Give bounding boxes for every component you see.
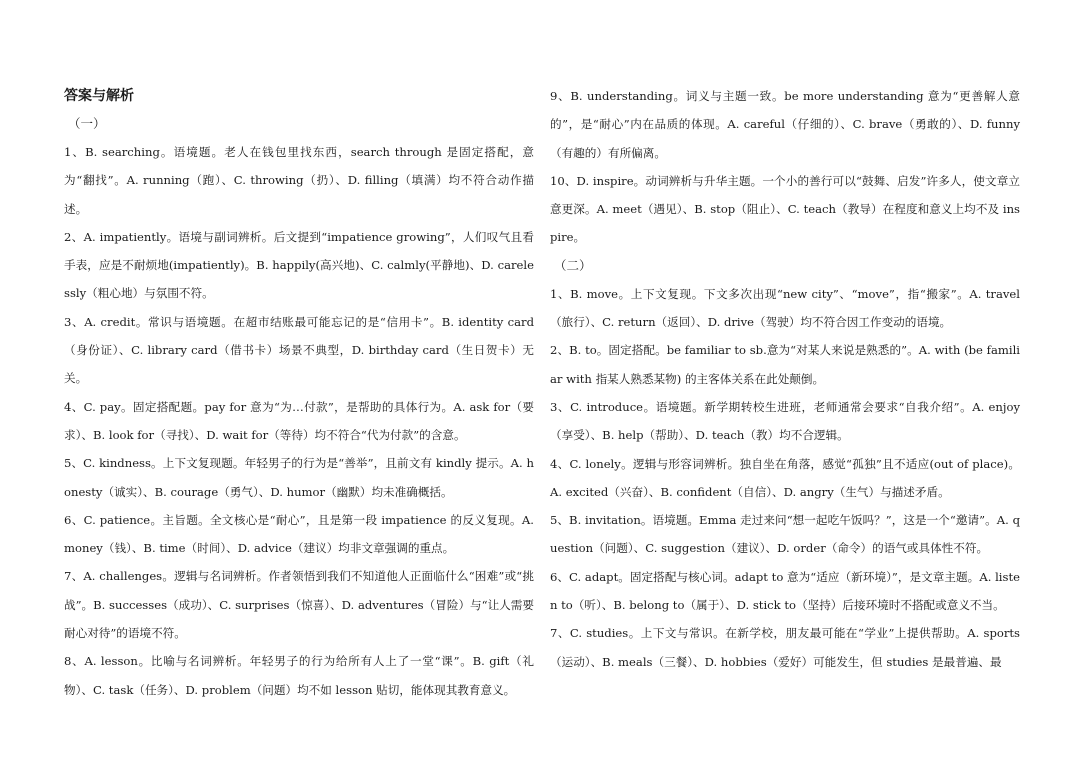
left-column [64,82,534,704]
answer-item-1: 1、B. searching。语境题。老人在钱包里找东西，search through 是固定搭配，意为“翻找”。A. running（跑）、C. throwing（扔）、D. filling（填满）均不符合动作描述。 [64,145,534,216]
answer-item-9: 9、B. understanding。词义与主题一致。be more understanding 意为“更善解人意的”，是“耐心”内在品质的体现。A. careful（仔细的）、C. brave（勇敢的）、D. funny（有趣的）有所偏离。 [550,89,1020,160]
answer-item-4: 4、C. pay。固定搭配题。pay for 意为“为…付款”，是帮助的具体行为。A. ask for（要求）、B. look for（寻找）、D. wait for（等待）均不符合“代为付款”的含意。 [64,399,534,442]
answer-item-2-4: 4、C. lonely。逻辑与形容词辨析。独自坐在角落，感觉“孤独”且不适应(out of place)。A. excited（兴奋）、B. confident（自信）、D. angry（生气）与描述矛盾。 [550,456,1020,499]
answer-item-2-5: 5、B. invitation。语境题。Emma 走过来问“想一起吃午饭吗？”，这是一个“邀请”。A. question（问题）、C. suggestion（建议）、D. order（命令）的语气或具体性不符。 [550,513,1020,556]
right-column [550,82,1020,676]
answer-item-3: 3、A. credit。常识与语境题。在超市结账最可能忘记的是“信用卡”。B. identity card（身份证）、C. library card（借书卡）场景不典型，D. birthday card（生日贺卡）无关。 [64,314,534,386]
answer-item-8: 8、A. lesson。比喻与名词辨析。年轻男子的行为给所有人上了一堂“课”。B. gift（礼物）、C. task（任务）、D. problem（问题）均不如 lesson 贴切，能体现其教育意义。 [64,654,534,697]
answer-item-2-1: 1、B. move。上下文复现。下文多次出现“new city”、“move”，指“搬家”。A. travel（旅行）、C. return（返回）、D. drive（驾驶）均不符合因工作变动的语境。 [550,286,1020,330]
answer-item-2-7: 7、C. studies。上下文与常识。在新学校，朋友最可能在“学业”上提供帮助。A. sports（运动）、B. meals（三餐）、D. hobbies（爱好）可能发生，但 studies 是最普遍、最 [550,626,1020,669]
answer-item-2-2: 2、B. to。固定搭配。be familiar to sb.意为“对某人来说是熟悉的”。A. with (be familiar with 指某人熟悉某物) 的主客体关系在此处颠倒。 [550,343,1020,386]
answer-item-5: 5、C. kindness。上下文复现题。年轻男子的行为是“善举”，且前文有 kindly 提示。A. honesty（诚实）、B. courage（勇气）、D. humor（幽默）均未准确概括。 [64,456,534,499]
answer-item-2: 2、A. impatiently。语境与副词辨析。后文提到“impatience growing”，人们叹气且看手表，应是不耐烦地(impatiently)。B. happily(高兴地)、C. calmly(平静地)、D. carelessly（粗心地）与氛围不符。 [64,229,534,301]
section-one-label: （一） [68,116,106,131]
answer-item-10: 10、D. inspire。动词辨析与升华主题。一个小的善行可以“鼓舞、启发”许多人，使文章立意更深。A. meet（遇见）、B. stop（阻止）、C. teach（教导）在程度和意义上均不及 inspire。 [550,173,1020,245]
answer-item-7: 7、A. challenges。逻辑与名词辨析。作者领悟到我们不知道他人正面临什么“困难”或“挑战”。B. successes（成功）、C. surprises（惊喜）、D. adventures（冒险）与“让人需要耐心对待”的语境不符。 [64,569,534,641]
answer-item-2-6: 6、C. adapt。固定搭配与核心词。adapt to 意为“适应（新环境）”，是文章主题。A. listen to（听）、B. belong to（属于）、D. stick to（坚持）后接环境时不搭配或意义不当。 [550,569,1020,613]
section-two-label: （二） [554,257,592,273]
document-title: 答案与解析 [64,88,134,104]
answer-item-2-3: 3、C. introduce。语境题。新学期转校生进班，老师通常会要求“自我介绍”。A. enjoy（享受）、B. help（帮助）、D. teach（教）均不合逻辑。 [550,399,1020,443]
answer-item-6: 6、C. patience。主旨题。全文核心是“耐心”，且是第一段 impatience 的反义复现。A. money（钱）、B. time（时间）、D. advice（建议）均非文章强调的重点。 [64,512,534,556]
